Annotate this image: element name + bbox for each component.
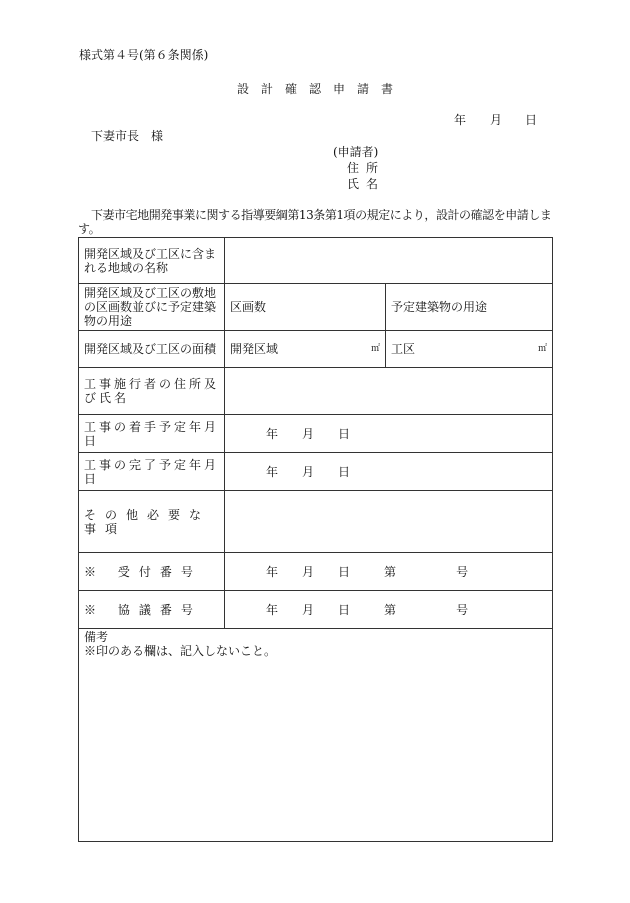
end-date-label: 工事の完了予定年月日: [79, 453, 225, 491]
lots-and-use-label: 開発区域及び工区の敷地の区画数並びに予定建築物の用途: [79, 284, 225, 331]
date-year-label: 年: [454, 113, 467, 127]
number-prefix: 第: [384, 564, 397, 579]
consultation-number-label: ※ 協議番号: [79, 591, 225, 629]
receipt-number-field[interactable]: [225, 553, 553, 591]
planned-use-label: 予定建築物の用途: [391, 300, 488, 314]
form-number: 様式第４号(第６条関係): [79, 48, 209, 62]
notes-heading: 備考: [84, 630, 109, 644]
date-month-label: 月: [490, 113, 503, 127]
applicant-heading: (申請者): [333, 145, 379, 159]
contractor-field[interactable]: [225, 368, 553, 415]
number-suffix: 号: [456, 602, 469, 617]
day-label: 日: [338, 426, 351, 441]
year-label: 年: [266, 426, 279, 441]
year-label: 年: [266, 464, 279, 479]
year-label: 年: [266, 564, 279, 579]
other-matters-field[interactable]: [225, 491, 553, 553]
area-name-label: 開発区域及び工区に含まれる地域の名称: [79, 238, 225, 284]
date-day-label: 日: [525, 113, 538, 127]
other-matters-label: その他必要な事項: [79, 491, 225, 553]
year-label: 年: [266, 602, 279, 617]
start-date-label: 工事の着手予定年月日: [79, 415, 225, 453]
lot-count-field[interactable]: [225, 284, 386, 331]
dev-area-field[interactable]: [225, 331, 386, 368]
day-label: 日: [338, 564, 351, 579]
number-prefix: 第: [384, 602, 397, 617]
month-label: 月: [302, 464, 315, 479]
notes-section: [79, 629, 553, 842]
month-label: 月: [302, 602, 315, 617]
number-suffix: 号: [456, 564, 469, 579]
receipt-number-label: ※ 受付番号: [79, 553, 225, 591]
name-label: 氏名: [347, 177, 386, 191]
contractor-label: 工事施行者の住所及び氏名: [79, 368, 225, 415]
intro-text: 下妻市宅地開発事業に関する指導要綱第13条第1項の規定により，設計の確認を申請します。: [78, 208, 552, 236]
start-date-field[interactable]: [225, 415, 553, 453]
day-label: 日: [338, 464, 351, 479]
consultation-number-field[interactable]: [225, 591, 553, 629]
square-meter-unit: ㎡: [370, 344, 380, 354]
address-label: 住所: [347, 161, 386, 175]
area-name-field[interactable]: [225, 238, 553, 284]
lot-count-label: 区画数: [230, 300, 267, 314]
section-area-field[interactable]: [386, 331, 553, 368]
application-form-table: [78, 237, 553, 842]
notes-text: ※印のある欄は、記入しないこと。: [84, 644, 277, 658]
dev-area-label: 開発区域: [230, 342, 279, 356]
planned-use-field[interactable]: [386, 284, 553, 331]
section-area-label: 工区: [391, 342, 416, 356]
end-date-field[interactable]: [225, 453, 553, 491]
day-label: 日: [338, 602, 351, 617]
month-label: 月: [302, 564, 315, 579]
document-title: 設計確認申請書: [237, 82, 406, 96]
month-label: 月: [302, 426, 315, 441]
addressee: 下妻市長 様: [91, 129, 164, 143]
area-size-label: 開発区域及び工区の面積: [79, 331, 225, 368]
square-meter-unit: ㎡: [537, 344, 547, 354]
